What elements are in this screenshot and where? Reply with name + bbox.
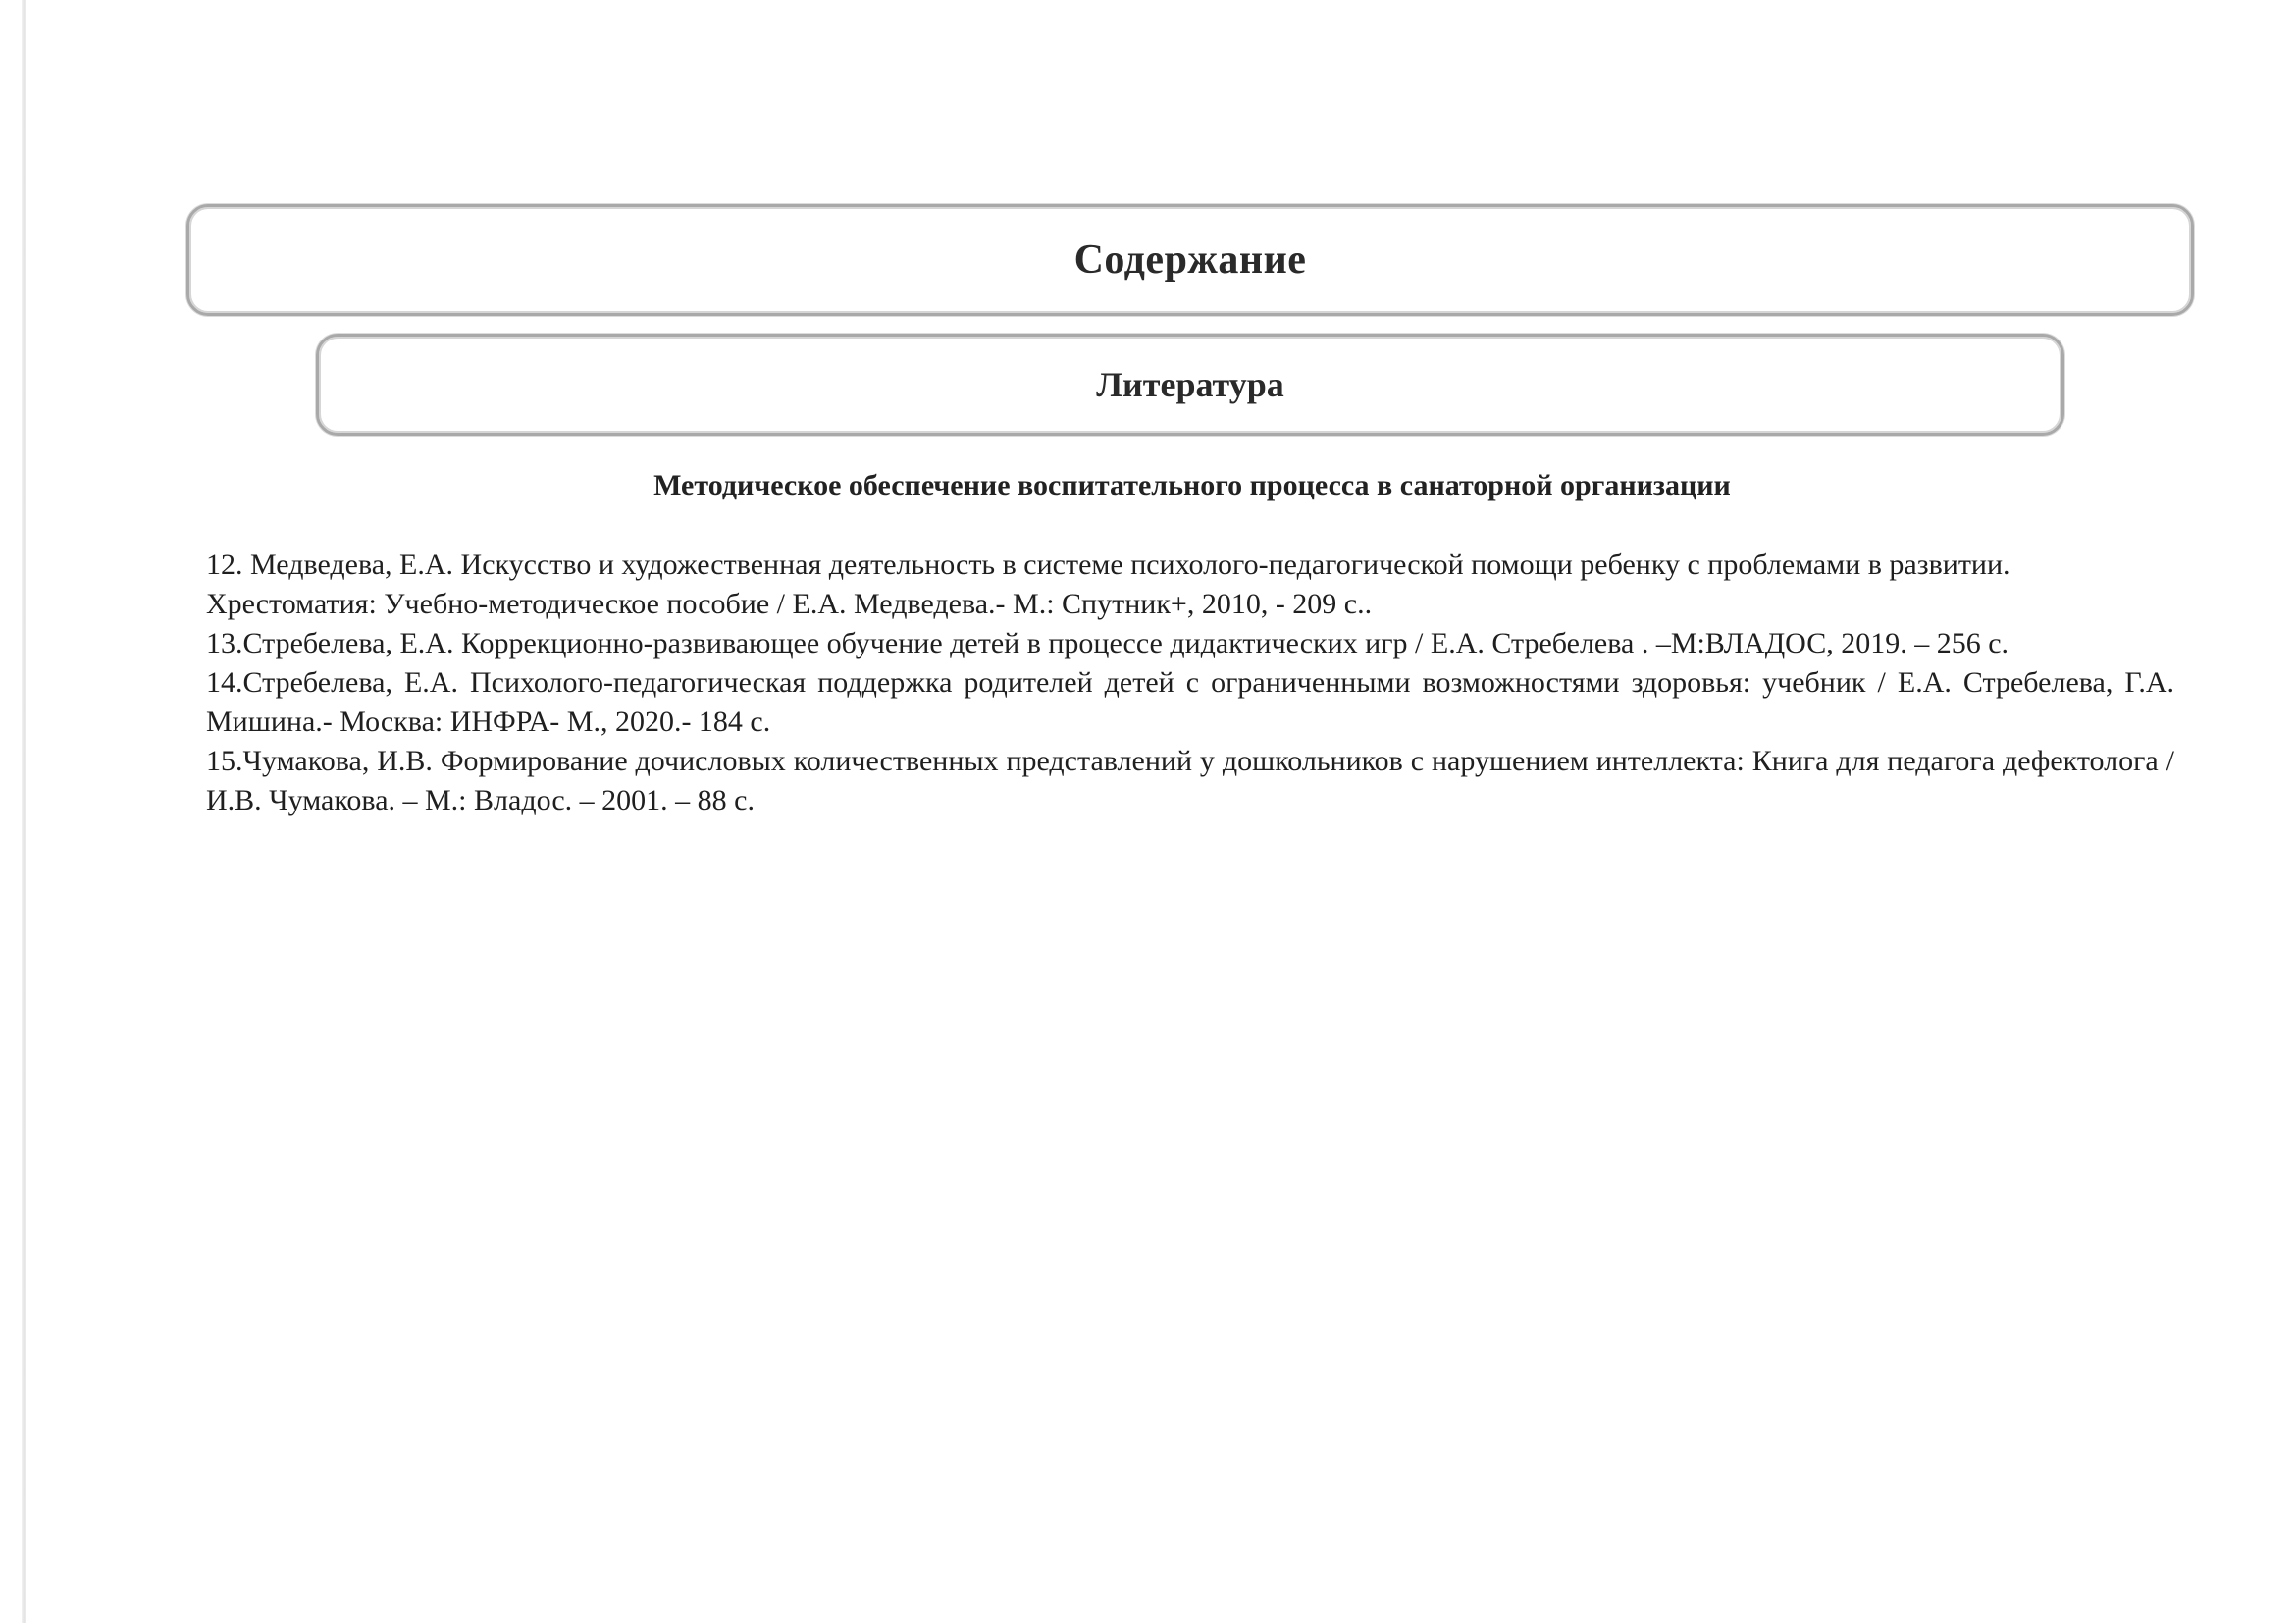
reference-number: 14. [206, 666, 243, 699]
reference-list [206, 546, 2174, 820]
reference-number: 12. [206, 549, 243, 581]
reference-item-14 [206, 663, 2174, 742]
reference-item-13 [206, 624, 2174, 663]
contents-box[interactable] [186, 204, 2194, 316]
literature-title: Литература [1096, 365, 1284, 404]
literature-box[interactable] [316, 334, 2064, 436]
section-heading: Методическое обеспечение воспитательного процесса в санаторной организации [653, 469, 1731, 501]
scan-edge [22, 0, 26, 1623]
reference-number: 15. [206, 745, 243, 777]
reference-item-12 [206, 546, 2174, 624]
contents-title: Содержание [1073, 237, 1307, 283]
reference-text: Чумакова, И.В. Формирование дочисловых количественных представлений у дошкольников с нарушением интеллекта: Книга для педагога дефектолога / И.В. Чумакова. – М.: Владос. – 2001. – 88 с. [206, 745, 2174, 816]
reference-text: Стребелева, Е.А. Коррекционно-развивающее обучение детей в процессе дидактических игр / Е.А. Стребелева . –М:ВЛАДОС, 2019. – 256 с. [242, 627, 2009, 659]
reference-text: Стребелева, Е.А. Психолого-педагогическая поддержка родителей детей с ограниченными возможностями здоровья: учебник / Е.А. Стребелева, Г.А. Мишина.- Москва: ИНФРА- М., 2020.- 184 с. [206, 666, 2174, 738]
reference-number: 13. [206, 627, 243, 659]
reference-item-15 [206, 742, 2174, 820]
reference-text: Медведева, Е.А. Искусство и художественная деятельность в системе психолого-педагогической помощи ребенку с проблемами в развитии. Хрестоматия: Учебно-методическое пособие / Е.А. Медведева.- М.: Спутник+, 2010, - 209 с.. [206, 549, 2010, 620]
